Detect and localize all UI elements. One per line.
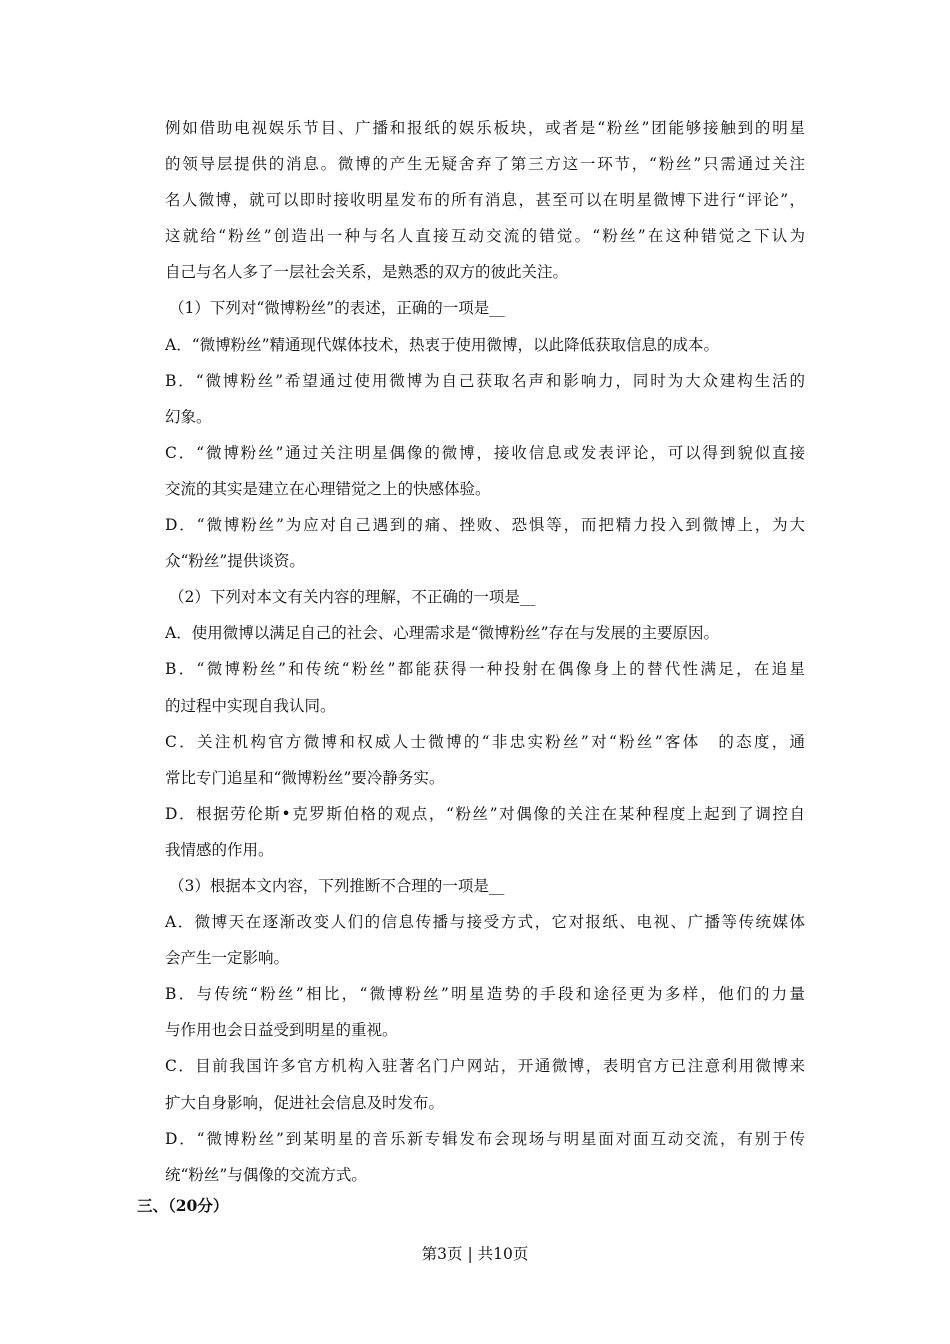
document-body [165,110,805,1193]
option-d-cont: 众“粉丝”提供谈资。 [165,552,305,571]
option-b: B．“微博粉丝”希望通过使用微博为自己获取名声和影响力，同时为大众建构生活的 [165,371,805,390]
question-stem: （1）下列对“微博粉丝”的表述，正确的一项是__ [169,299,505,318]
passage-line: 这就给“粉丝”创造出一种与名人直接互动交流的错觉。“粉丝”在这种错觉之下认为 [165,227,805,246]
question-2 [165,579,805,868]
option-c: C．目前我国许多官方机构入驻著名门户网站，开通微博，表明官方已注意利用微博来 [165,1057,805,1076]
option-d: D．“微博粉丝”到某明星的音乐新专辑发布会现场与明星面对面互动交流，有别于传 [165,1129,805,1148]
option-a: A．使用微博以满足自己的社会、心理需求是“微博粉丝”存在与发展的主要原因。 [165,624,720,643]
question-3 [165,868,805,1193]
option-c: C．关注机构官方微博和权威人士微博的“非忠实粉丝”对“粉丝”客体 的态度，通 [165,732,805,751]
passage-line: 的领导层提供的消息。微博的产生无疑舍弃了第三方这一环节，“粉丝”只需通过关注 [165,155,805,174]
option-b-cont: 的过程中实现自我认同。 [165,696,336,715]
section-heading: 三、（20分） [137,1196,229,1215]
option-a: A．“微博粉丝”精通现代媒体技术，热衷于使用微博，以此降低获取信息的成本。 [165,335,720,354]
option-c-cont: 常比专门追星和“微博粉丝”要冷静务实。 [165,768,445,787]
option-c-cont: 交流的其实是建立在心理错觉之上的快感体验。 [165,479,491,498]
option-a-cont: 会产生一定影响。 [165,949,290,968]
question-stem: （2）下列对本文有关内容的理解，不正确的一项是__ [169,588,536,607]
passage [165,110,805,290]
option-d: D．“微博粉丝”为应对自己遇到的痛、挫败、恐惧等，而把精力投入到微博上，为大 [165,516,805,535]
option-d-cont: 我情感的作用。 [165,840,274,859]
page-footer: 第3页 | 共10页 [421,1245,529,1263]
option-d-cont: 统“粉丝”与偶像的交流方式。 [165,1165,367,1184]
passage-line: 名人微博，就可以即时接收明星发布的所有消息，甚至可以在明星微博下进行“评论”， [165,191,805,210]
option-b: B．“微博粉丝”和传统“粉丝”都能获得一种投射在偶像身上的替代性满足，在追星 [165,660,805,679]
option-c: C．“微博粉丝”通过关注明星偶像的微博，接收信息或发表评论，可以得到貌似直接 [165,443,805,462]
question-stem: （3）根据本文内容，下列推断不合理的一项是__ [169,876,505,895]
passage-line: 例如借助电视娱乐节目、广播和报纸的娱乐板块，或者是“粉丝”团能够接触到的明星 [165,119,805,137]
option-b: B．与传统“粉丝”相比，“微博粉丝”明星造势的手段和途径更为多样，他们的力量 [165,985,805,1004]
option-d: D．根据劳伦斯•克罗斯伯格的观点，“粉丝”对偶像的关注在某种程度上起到了调控自 [165,804,805,823]
option-a: A．微博天在逐渐改变人们的信息传播与接受方式，它对报纸、电视、广播等传统媒体 [165,913,805,932]
option-b-cont: 与作用也会日益受到明星的重视。 [165,1021,398,1040]
passage-line: 自己与名人多了一层社会关系，是熟悉的双方的彼此关注。 [165,263,569,282]
question-1 [165,290,805,579]
option-c-cont: 扩大自身影响，促进社会信息及时发布。 [165,1093,445,1112]
option-b-cont: 幻象。 [165,407,212,426]
